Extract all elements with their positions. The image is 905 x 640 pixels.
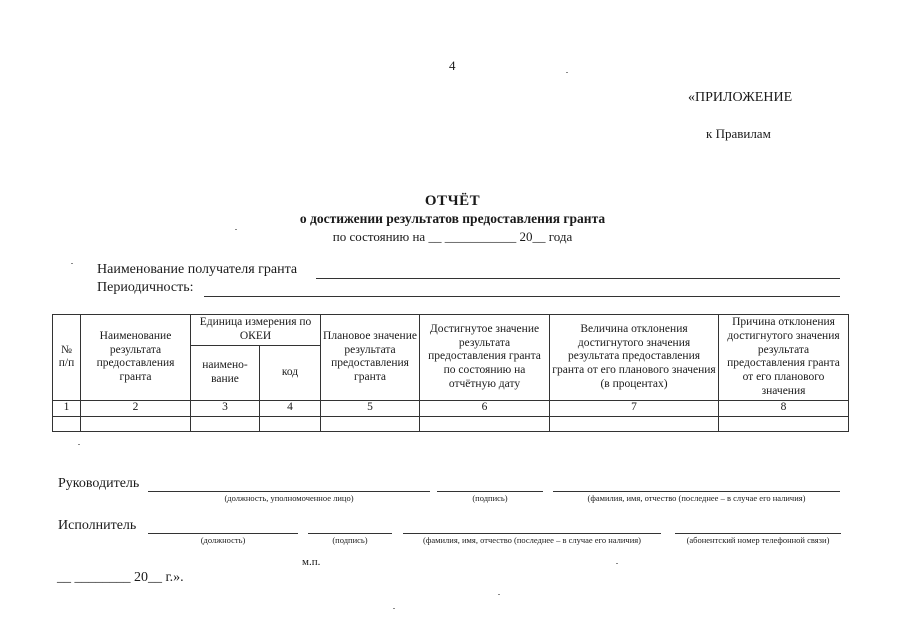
table-cell bbox=[719, 416, 849, 431]
scan-speck bbox=[235, 229, 237, 230]
executor-phone-line bbox=[675, 533, 841, 534]
executor-signature-line bbox=[308, 533, 392, 534]
head-position-line bbox=[148, 491, 430, 492]
recipient-line bbox=[316, 278, 840, 279]
table-cell bbox=[81, 416, 191, 431]
scan-speck bbox=[566, 72, 568, 73]
head-signature-caption: (подпись) bbox=[472, 493, 508, 503]
executor-signature-caption: (подпись) bbox=[332, 535, 368, 545]
table-cell bbox=[420, 416, 550, 431]
executor-name-caption: (фамилия, имя, отчество (последнее – в случае его наличия) bbox=[423, 535, 641, 545]
head-signature-line bbox=[437, 491, 543, 492]
date-line: __ ________ 20__ г.». bbox=[57, 570, 184, 585]
header-achieved-value: Достигнутое значение результата предоставления гранта по состоянию на отчётную дату bbox=[420, 315, 550, 401]
table-cell bbox=[260, 416, 321, 431]
header-row-number: № п/п bbox=[53, 315, 81, 401]
header-unit: Единица измерения по ОКЕИ bbox=[191, 315, 321, 346]
document-subtitle: о достижении результатов предоставления гранта bbox=[299, 211, 606, 226]
table-cell bbox=[321, 416, 420, 431]
header-unit-name: наимено-вание bbox=[191, 345, 260, 400]
column-number: 4 bbox=[260, 400, 321, 416]
column-number-row bbox=[53, 400, 849, 416]
head-position-caption: (должность, уполномоченное лицо) bbox=[224, 493, 354, 503]
table-cell bbox=[53, 416, 81, 431]
page-number: 4 bbox=[449, 58, 456, 73]
recipient-label: Наименование получателя гранта bbox=[97, 262, 298, 277]
header-result-name: Наименование результата предоставления гранта bbox=[81, 315, 191, 401]
stamp-label: м.п. bbox=[302, 556, 321, 568]
executor-phone-caption: (абонентский номер телефонной связи) bbox=[686, 535, 830, 545]
table-cell bbox=[191, 416, 260, 431]
table-row bbox=[53, 416, 849, 431]
column-number: 1 bbox=[53, 400, 81, 416]
scan-speck bbox=[498, 594, 500, 595]
periodicity-label: Периодичность: bbox=[97, 280, 194, 295]
header-deviation-reason: Причина отклонения достигнутого значения результата предоставления гранта от его планового значения bbox=[719, 315, 849, 401]
table-cell bbox=[550, 416, 719, 431]
header-planned-value: Плановое значение результата предоставления гранта bbox=[321, 315, 420, 401]
column-number: 5 bbox=[321, 400, 420, 416]
report-date-line: по состоянию на __ ___________ 20__ года bbox=[332, 229, 573, 244]
scan-speck bbox=[616, 563, 618, 564]
header-unit-code: код bbox=[260, 345, 321, 400]
appendix-title: «ПРИЛОЖЕНИЕ bbox=[688, 90, 793, 105]
column-number: 6 bbox=[420, 400, 550, 416]
column-number: 8 bbox=[719, 400, 849, 416]
appendix-subtitle: к Правилам bbox=[706, 126, 771, 141]
head-name-caption: (фамилия, имя, отчество (последнее – в случае его наличия) bbox=[587, 493, 806, 503]
head-name-line bbox=[553, 491, 840, 492]
column-number: 3 bbox=[191, 400, 260, 416]
scan-speck bbox=[71, 263, 73, 264]
periodicity-line bbox=[204, 296, 840, 297]
report-table bbox=[52, 314, 849, 432]
head-label: Руководитель bbox=[58, 476, 140, 491]
scan-speck bbox=[393, 608, 395, 609]
column-number: 7 bbox=[550, 400, 719, 416]
executor-position-caption: (должность) bbox=[200, 535, 246, 545]
header-deviation: Величина отклонения достигнутого значения результата предоставления гранта от его планового значения (в процентах) bbox=[550, 315, 719, 401]
executor-position-line bbox=[148, 533, 298, 534]
executor-label: Исполнитель bbox=[58, 518, 137, 533]
scan-speck bbox=[78, 444, 80, 445]
executor-name-line bbox=[403, 533, 661, 534]
column-number: 2 bbox=[81, 400, 191, 416]
document-title: ОТЧЁТ bbox=[424, 193, 481, 209]
